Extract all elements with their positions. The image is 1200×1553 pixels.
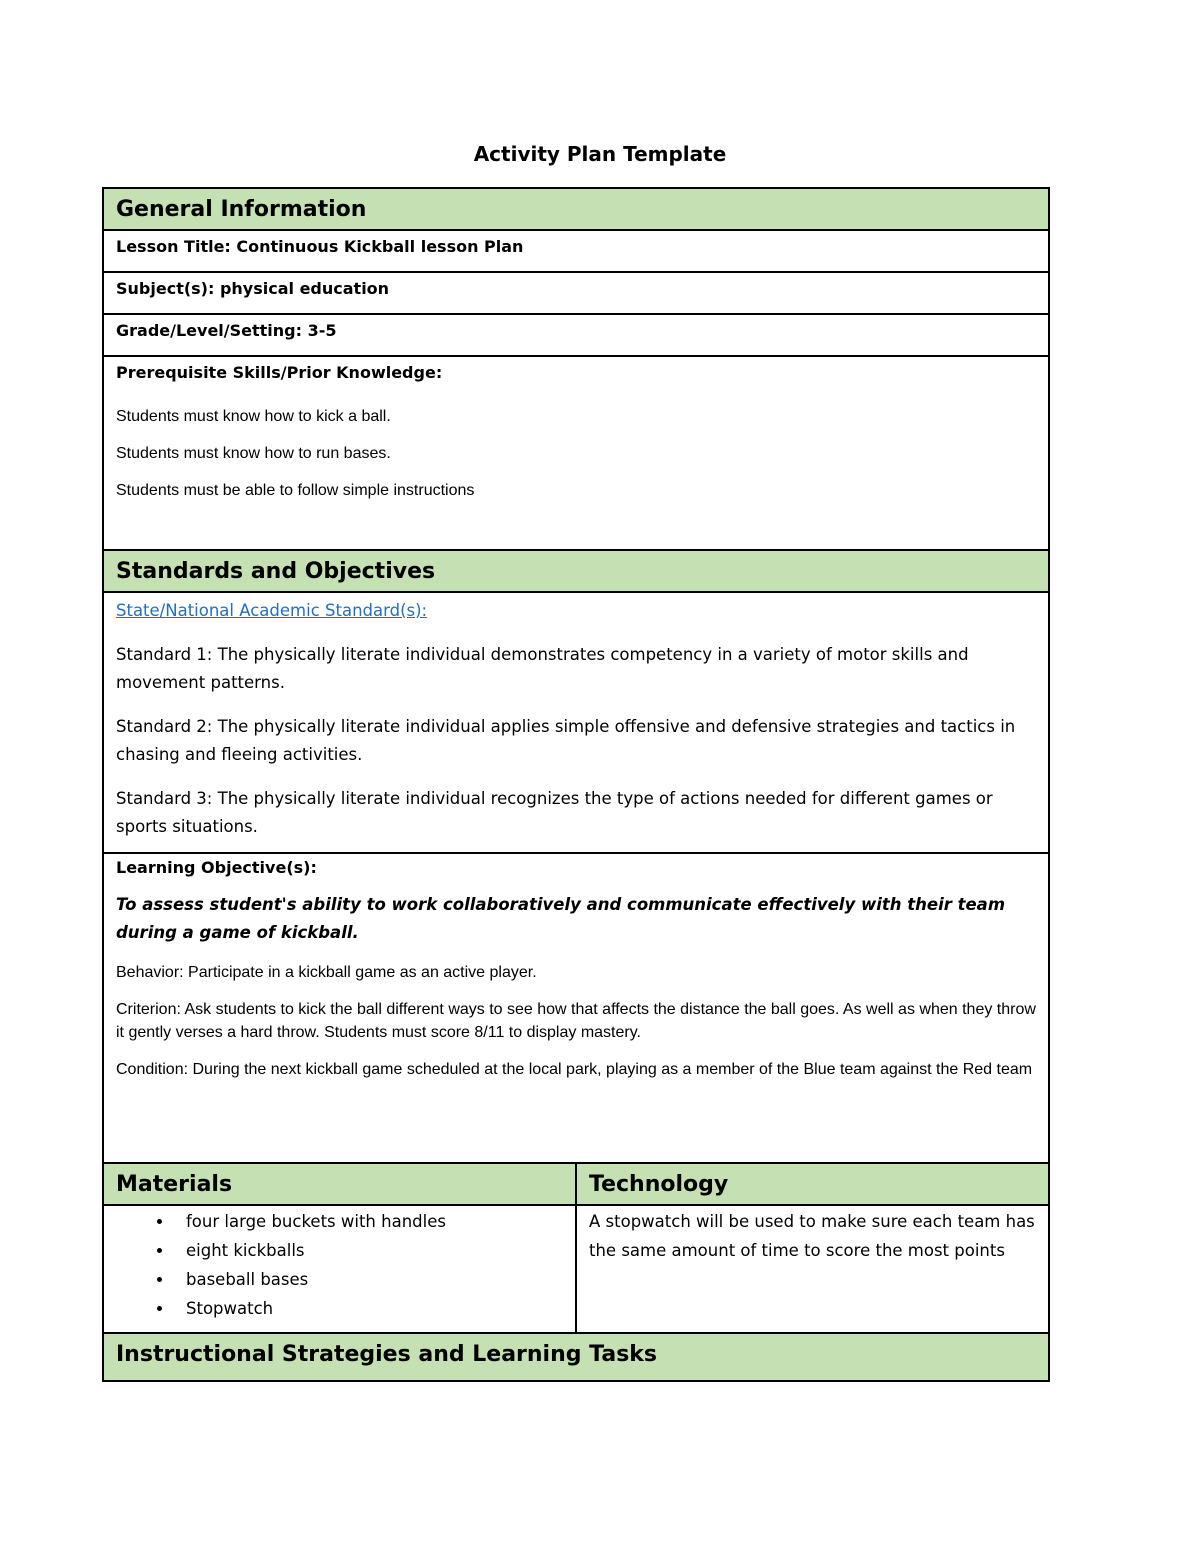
standards-header-row [103,550,1049,592]
materials-item: • eight kickballs [174,1236,565,1265]
instructional-heading: Instructional Strategies and Learning Tasks [116,1342,658,1367]
prerequisite-item: Students must be able to follow simple instructions [116,482,475,499]
subjects: Subject(s): physical education [116,279,390,298]
subjects-row [103,272,1049,314]
standard-1-label: Standard 1: [116,645,213,664]
lesson-title-row [103,230,1049,272]
standards-heading: Standards and Objectives [116,559,436,584]
standard-3-text: The physically literate individual recognizes the type of actions needed for different games or sports situations. [116,789,993,836]
materials-technology-row [103,1205,1049,1333]
technology-text: A stopwatch will be used to make sure each team has the same amount of time to score the most points [589,1212,1035,1260]
learning-objective-main: To assess student's ability to work collaboratively and communicate effectively with their team during a game of kickball. [116,895,1006,942]
objective-condition: Condition: During the next kickball game scheduled at the local park, playing as a member of the Blue team against the Red team [116,1061,1033,1078]
prerequisite-row [103,356,1049,550]
instructional-header-row [103,1333,1049,1381]
document-title: Activity Plan Template [473,142,727,166]
grade-level-setting: Grade/Level/Setting: 3-5 [116,321,337,340]
objective-criterion: Criterion: Ask students to kick the ball different ways to see how that affects the distance the ball goes. As well as when they throw it gently verses a hard throw. Students must score 8/11 to display mastery. [116,1001,1036,1041]
prerequisite-list [116,398,1038,509]
materials-heading: Materials [116,1172,233,1197]
prerequisite-item: Students must know how to kick a ball. [116,408,391,425]
lesson-title: Lesson Title: Continuous Kickball lesson Plan [116,237,524,256]
standard-2-text: The physically literate individual applies simple offensive and defensive strategies and tactics in chasing and fleeing activities. [116,717,1016,764]
general-information-header-row [103,188,1049,230]
grade-row [103,314,1049,356]
learning-objectives-label: Learning Objective(s): [116,858,317,877]
materials-list [116,1207,565,1323]
standards-row [103,592,1049,853]
standard-1-text: The physically literate individual demonstrates competency in a variety of motor skills and movement patterns. [116,645,969,692]
materials-item: • four large buckets with handles [174,1207,565,1236]
general-information-heading: General Information [116,197,367,222]
standard-2 [116,713,1038,769]
technology-heading: Technology [589,1172,729,1197]
objective-behavior: Behavior: Participate in a kickball game as an active player. [116,964,537,981]
academic-standards-link[interactable]: State/National Academic Standard(s): [116,601,428,620]
learning-objectives-row [103,853,1049,1163]
materials-item: • Stopwatch [174,1294,565,1323]
activity-plan-table [102,187,1050,1382]
prerequisite-label: Prerequisite Skills/Prior Knowledge: [116,363,443,382]
prerequisite-item: Students must know how to run bases. [116,445,391,462]
standard-3 [116,785,1038,841]
standard-2-label: Standard 2: [116,717,213,736]
materials-technology-header-row [103,1163,1049,1205]
standard-1 [116,641,1038,697]
standard-3-label: Standard 3: [116,789,213,808]
materials-item: • baseball bases [174,1265,565,1294]
